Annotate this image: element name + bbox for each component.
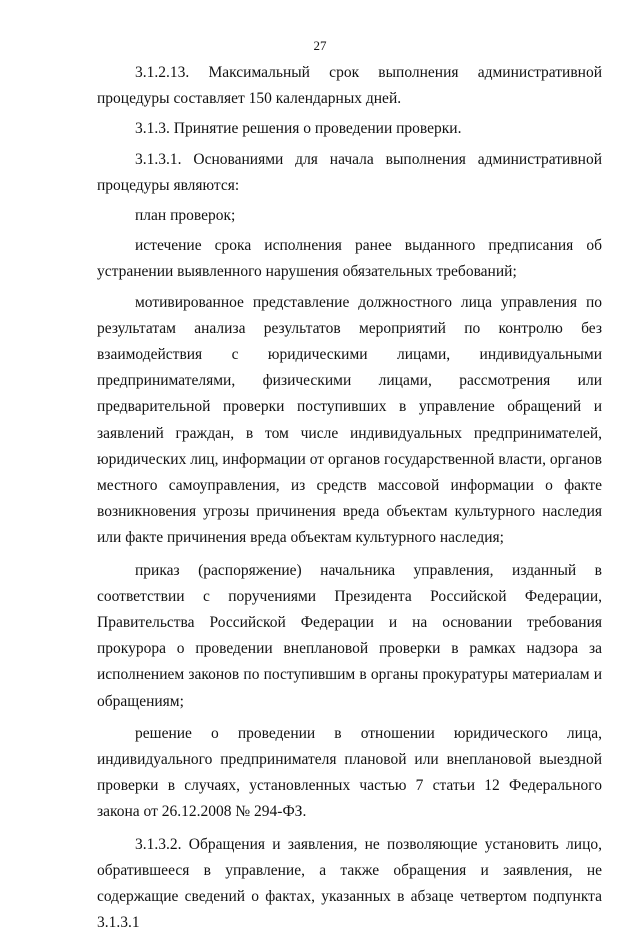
paragraph-3-1-3-1: 3.1.3.1. Основаниями для начала выполнения административной процедуры являются: (97, 150, 602, 194)
page-number: 27 (313, 38, 327, 53)
list-item-inspection-plan: план проверок; (135, 207, 236, 225)
paragraph-3-1-3: 3.1.3. Принятие решения о проведении проверки. (135, 120, 462, 138)
list-item-order-expiry: истечение срока исполнения ранее выданного предписания об устранении выявленного нарушения обязательных требований; (97, 237, 602, 281)
list-item-head-order: приказ (распоряжение) начальника управления, изданный в соответствии с поручениями Президента Российской Федерации, Правительства Российской Федерации и на основании требования прокурора о проведении внеплановой проверки в рамках надзора за исполнением законов по поступившим в органы прокуратуры материалам и обращениям; (97, 561, 602, 710)
list-item-inspection-decision: решение о проведении в отношении юридического лица, индивидуального предпринимателя плановой или внеплановой выездной проверки в случаях, установленных частью 7 статьи 12 Федерального закона от 26.12.2008 № 294-ФЗ. (97, 724, 602, 821)
paragraph-3-1-3-2: 3.1.3.2. Обращения и заявления, не позволяющие установить лицо, обратившееся в управление, а также обращения и заявления, не содержащие сведений о фактах, указанных в абзаце четвертом подпункта 3.1.3.1 (97, 835, 602, 932)
paragraph-3-1-2-13: 3.1.2.13. Максимальный срок выполнения административной процедуры составляет 150 календарных дней. (97, 64, 602, 108)
list-item-motivated-submission: мотивированное представление должностного лица управления по результатам анализа результатов мероприятий по контролю без взаимодействия с юридическими лицами, индивидуальными предпринимателями, физическими лицами, рассмотрения или предварительной проверки поступивших в управление обращений и заявлений граждан, в том числе индивидуальных предпринимателей, юридических лиц, информации от органов государственной власти, органов местного самоуправления, из средств массовой информации о факте возникновения угрозы причинения вреда объектам культурного наследия или факте причинения вреда объектам культурного наследия; (97, 293, 602, 547)
document-body (97, 60, 602, 937)
